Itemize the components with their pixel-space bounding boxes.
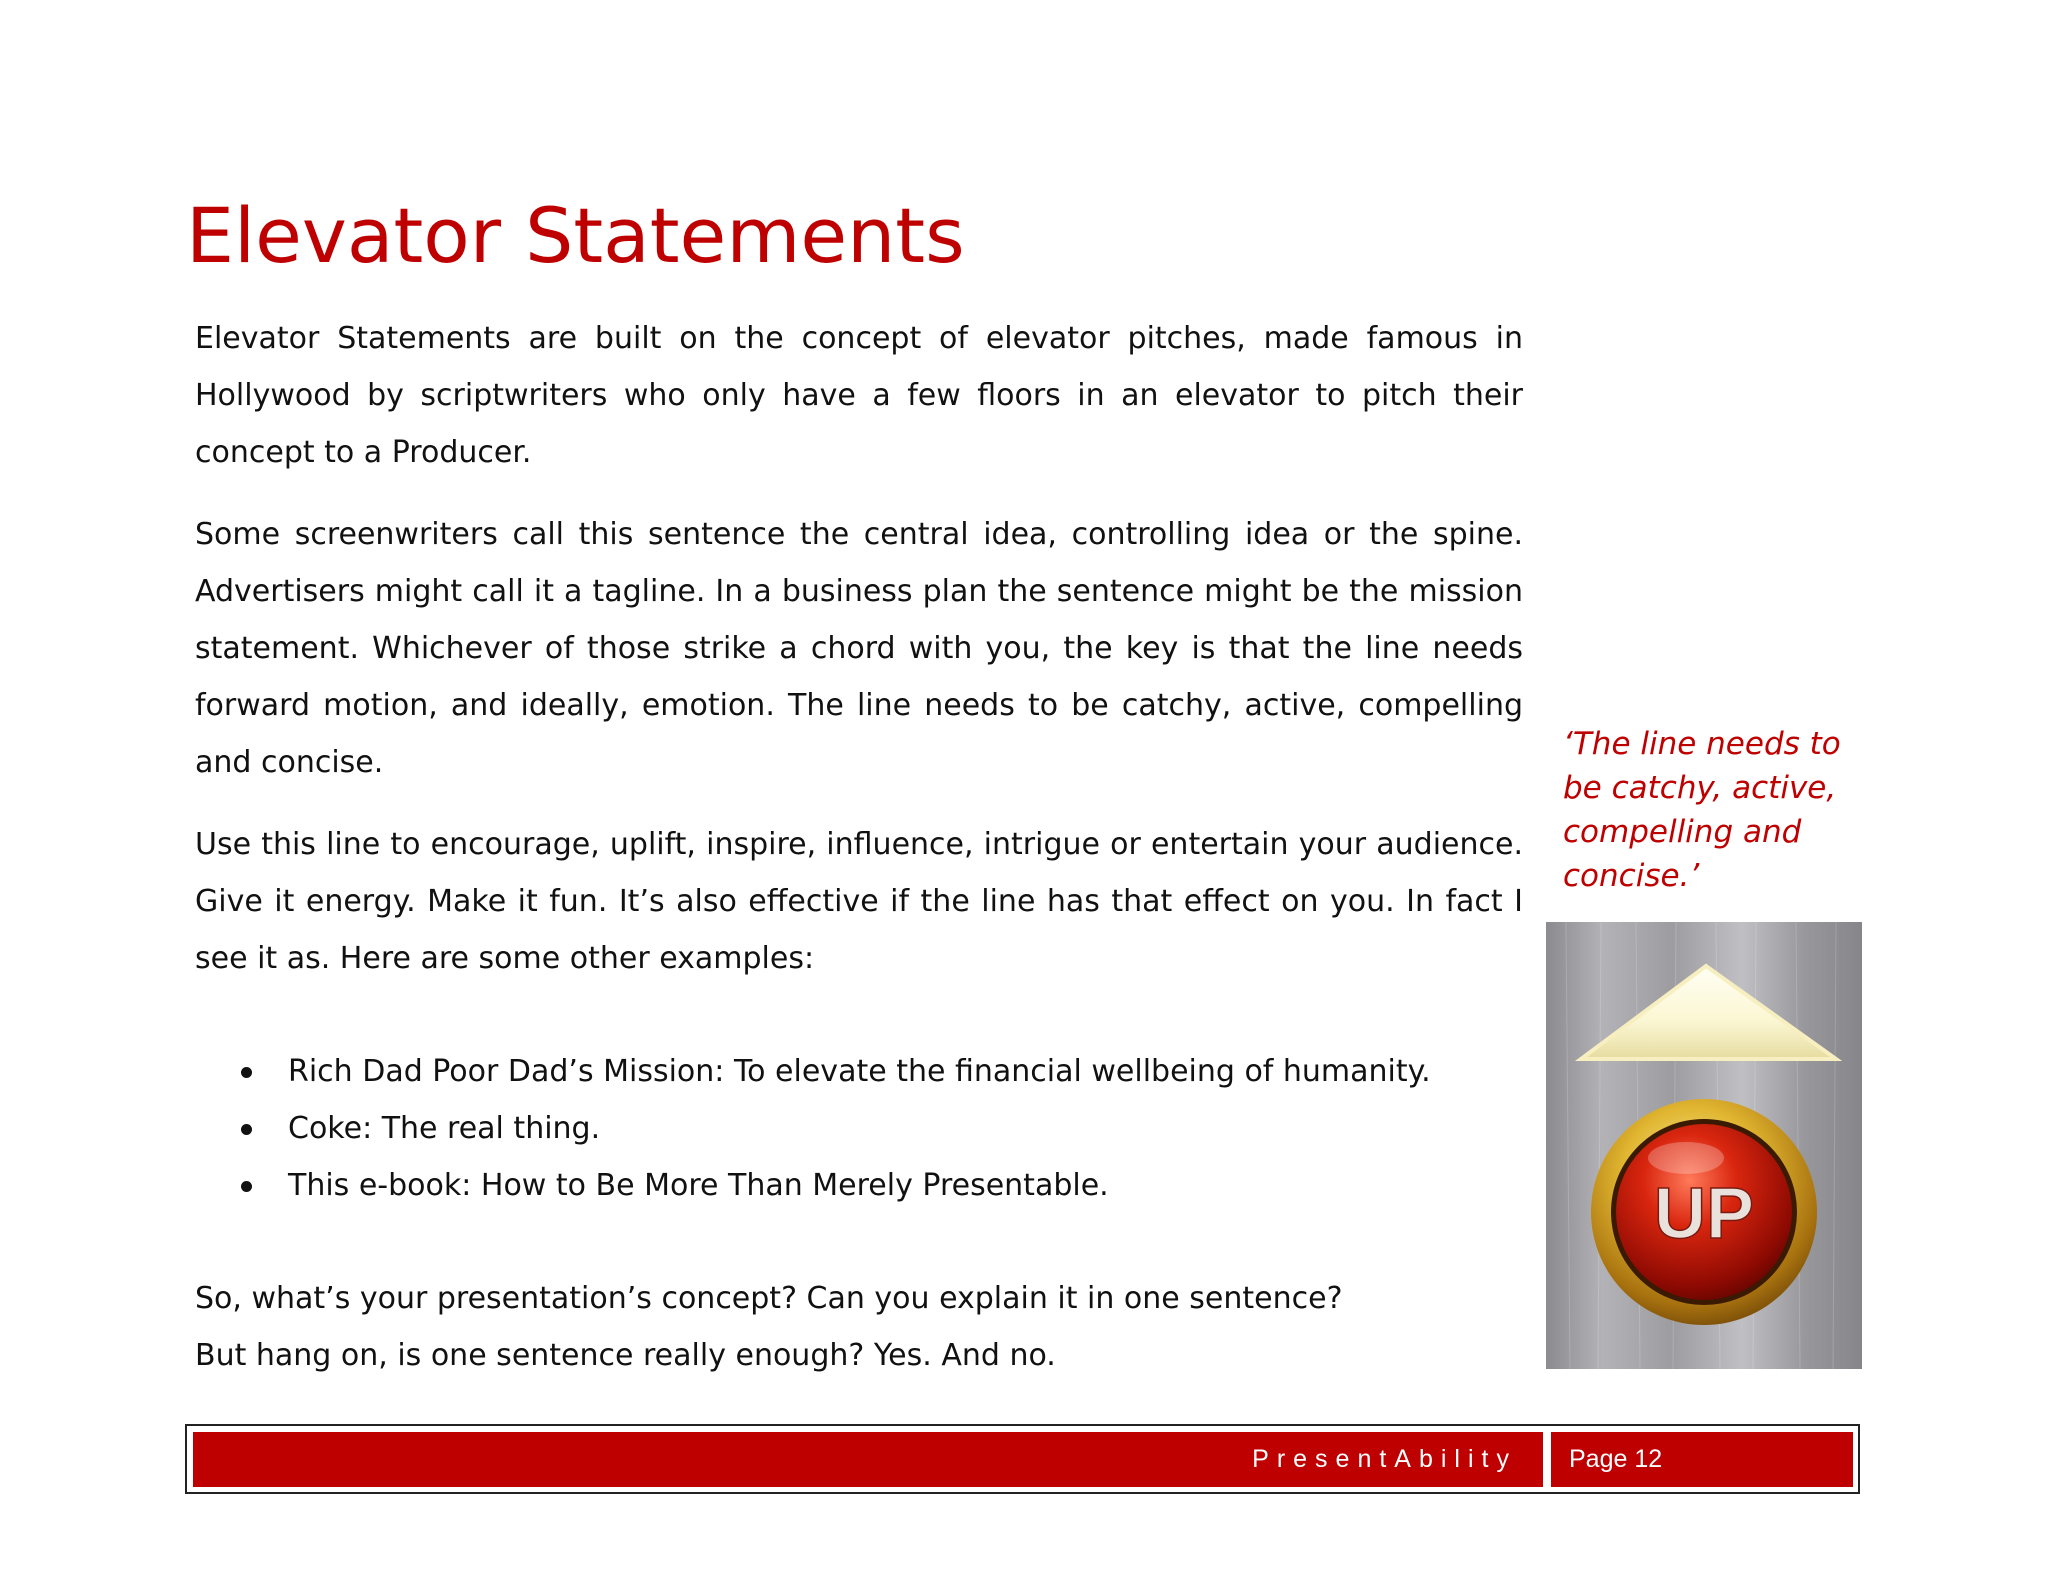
elevator-button-image <box>1546 922 1862 1369</box>
list-item <box>195 1043 1523 1100</box>
bullet-icon <box>241 1067 252 1078</box>
button-highlight <box>1648 1142 1724 1174</box>
page-title: Elevator Statements <box>186 191 965 280</box>
examples-list <box>195 1043 1523 1214</box>
button-label: UP <box>1653 1174 1755 1254</box>
list-item <box>195 1100 1523 1157</box>
definition-paragraph: Some screenwriters call this sentence the central idea, controlling idea or the spine. Advertisers might call it a tagline. In a business plan the sentence might be the mission statement. Whichever of those strike a chord with you, the key is that the line needs forward motion, and ideally, emotion. The line needs to be catchy, active, compelling and concise. <box>195 517 1523 780</box>
footer-brand-bar <box>193 1432 1543 1487</box>
example-text: This e-book: How to Be More Than Merely Presentable. <box>288 1168 1109 1203</box>
footer-page-box <box>1551 1432 1853 1487</box>
example-text: Rich Dad Poor Dad’s Mission: To elevate the financial wellbeing of humanity. <box>288 1054 1431 1089</box>
page-number: Page 12 <box>1569 1445 1663 1473</box>
closing-question: So, what’s your presentation’s concept? Can you explain it in one sentence? <box>195 1281 1343 1316</box>
closing-answer: But hang on, is one sentence really enough? Yes. And no. <box>195 1338 1056 1373</box>
closing-paragraph <box>195 1270 1523 1384</box>
intro-paragraph: Elevator Statements are built on the concept of elevator pitches, made famous in Hollywood by scriptwriters who only have a few floors in an elevator to pitch their concept to a Producer. <box>195 321 1523 470</box>
usage-paragraph: Use this line to encourage, uplift, inspire, influence, intrigue or entertain your audience. Give it energy. Make it fun. It’s also effective if the line has that effect on you. In fact I see it as. Here are some other examples: <box>195 827 1523 976</box>
bullet-icon <box>241 1181 252 1192</box>
bullet-icon <box>241 1124 252 1135</box>
list-item <box>195 1157 1523 1214</box>
pull-quote: ‘The line needs to be catchy, active, compelling and concise.’ <box>1563 726 1841 894</box>
footer-brand: PresentAbility <box>1252 1445 1517 1473</box>
example-text: Coke: The real thing. <box>288 1111 601 1146</box>
main-text <box>195 310 1523 1384</box>
